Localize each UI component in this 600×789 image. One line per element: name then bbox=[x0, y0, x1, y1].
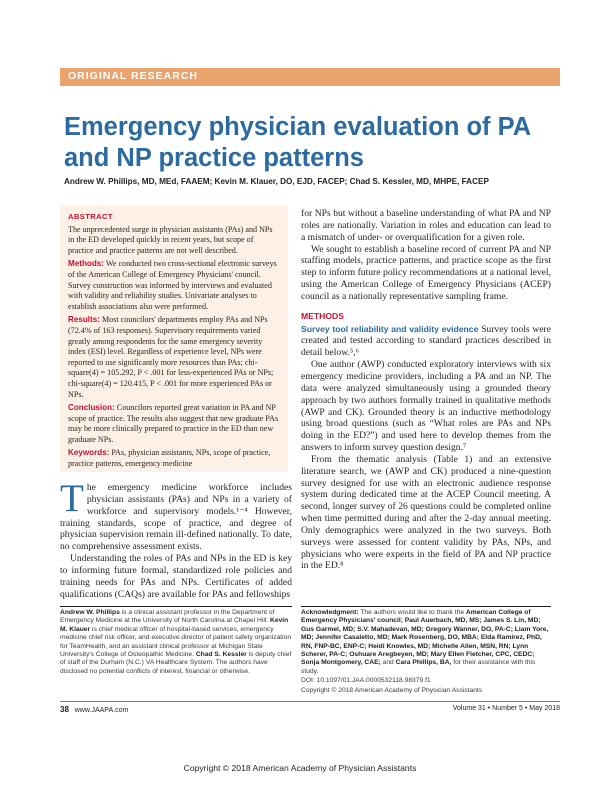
methods-heading: METHODS bbox=[301, 310, 344, 321]
body-paragraph bbox=[301, 324, 551, 360]
abstract-heading: ABSTRACT bbox=[68, 212, 113, 221]
abstract-keywords-label: Keywords: bbox=[68, 448, 110, 458]
ack-text: and bbox=[380, 659, 396, 667]
abstract-conclusion-label: Conclusion: bbox=[68, 403, 115, 413]
author-list: Andrew W. Phillips, MD, MEd, FAAEM; Kevin M. Klauer, DO, EJD, FACEP; Chad S. Kessler, MD, MHPE, FACEP bbox=[64, 177, 489, 186]
bio-text: is deputy chief of staff of the Durham (N.C.) VA Healthcare System. The authors have disclosed no potential conflicts of interest, financial or otherwise. bbox=[60, 651, 292, 675]
abstract-results-label: Results: bbox=[68, 315, 100, 325]
abstract-keywords-text: PAs, physician assistants, NPs, scope of practice, practice patterns, emergency medicine bbox=[68, 448, 271, 469]
body-column-left bbox=[60, 477, 292, 600]
bio-name: Chad S. Kessler bbox=[195, 651, 247, 659]
ack-names: American College of Emergency Physicians' council; Paul Auerbach, MD, MS; James S. Lin, MD; Gus Garmel, MD; S.V. Mahadevan, MD; Gregory Wanner, DO, PA-C; Liam Yore, MD; Jennifer Casaletto, MD; Mark Rosenberg, DO, MBA; Elda Ramirez, PhD, RN, FNP-BC, ENP-C; Heidi Knowles, MD; Michelle Allen, MSN, RN; Lynn Scherer, PA-C; Oshuare Aregbeyen, MD; Mary Ellen Fletcher, CPC, CEDC; Sonja Montgomery, CAE; bbox=[301, 609, 549, 667]
abstract-box bbox=[60, 205, 288, 472]
section-label: ORIGINAL RESEARCH bbox=[68, 70, 198, 82]
body-paragraph: We sought to establish a baseline record of current PA and NP staffing models, practice patterns, and practice scope as the first step to inform future policy recommendations at a national level, using the American College of Emergency Physicians (ACEP) council as a nationally representative sampling frame. bbox=[301, 243, 551, 302]
bio-text: is a clinical assistant professor in the Department of Emergency Medicine at the University of North Carolina at Chapel Hill. bbox=[60, 609, 275, 625]
ack-label: Acknowledgment: bbox=[301, 609, 359, 616]
journal-site: www.JAAPA.com bbox=[74, 707, 129, 714]
section-label-band bbox=[60, 68, 560, 86]
body-paragraph: From the thematic analysis (Table 1) and an extensive literature search, we (AWP and CK) produced a nine-question survey designed for use with an electronic audience response system during dedicated time at the ACEP Council meeting. A second, longer survey of 26 questions could be completed online when time permitted during and after the 2-day annual meeting. Only demographics were analyzed in the two surveys. Both surveys were assessed for content validity by PAs, NPs, and physicians who were experts in the field of PA and NP practice in the ED.⁸ bbox=[301, 453, 551, 572]
ack-copyright: Copyright © 2018 American Academy of Physician Assistants bbox=[301, 686, 483, 694]
article-title: Emergency physician evaluation of PA and NP practice patterns bbox=[64, 113, 531, 172]
divider bbox=[60, 606, 292, 607]
abstract-methods bbox=[68, 259, 280, 312]
abstract-keywords bbox=[68, 448, 280, 469]
ack-text: for their assistance with this study. bbox=[301, 659, 536, 675]
issue-info: Volume 31 • Number 5 • May 2018 bbox=[452, 705, 560, 712]
footer-rule bbox=[60, 701, 560, 702]
intro-paragraph bbox=[60, 477, 292, 553]
body-paragraph: Understanding the roles of PAs and NPs in the ED is key to informing future formal, standardized role policies and training needs for PAs and NPs. Certificates of added qualifications (CAQs) are available for PAs and fellowships bbox=[60, 553, 292, 600]
ack-names: Cara Phillips, BA, bbox=[395, 659, 452, 667]
bio-text: is chief medical officer of hospital-based services, emergency medicine chief risk officer, and executive director of patient safety organization for TeamHealth, and an assistant clinical professor at Michigan State University's College of Osteopathic Medicine. bbox=[60, 625, 292, 659]
divider bbox=[301, 606, 551, 607]
abstract-methods-label: Methods: bbox=[68, 259, 104, 269]
page-copyright: Copyright © 2018 American Academy of Physician Assistants bbox=[183, 763, 417, 773]
intro-paragraph-text: he emergency medicine workforce includes physician assistants (PAs) and NPs in a variety of workforce and supervisory models.¹⁻⁴ However, training standards, scope of practice, and degree of physician supervision remain ill-defined nationally. To date, no comprehensive assessment exists. bbox=[60, 482, 292, 553]
subsection-heading: Survey tool reliability and validity evidence bbox=[301, 323, 479, 334]
acknowledgment bbox=[301, 609, 551, 695]
page-number: 38 bbox=[60, 705, 69, 714]
body-column-right bbox=[301, 208, 551, 572]
abstract-conclusion bbox=[68, 403, 280, 445]
page-footer bbox=[60, 705, 560, 714]
author-bios bbox=[60, 609, 292, 676]
drop-cap: T bbox=[60, 477, 84, 520]
abstract-intro: The unprecedented surge in physician assistants (PAs) and NPs in the ED developed quickly in recent years, but scope of practice and practice patterns are not well described. bbox=[68, 224, 273, 255]
doi: DOI: 10.1097/01.JAA.0000532118.98379.f1 bbox=[301, 677, 431, 685]
bio-name: Kevin M. Klauer bbox=[60, 617, 289, 633]
abstract-results bbox=[68, 315, 280, 400]
body-paragraph: One author (AWP) conducted exploratory interviews with six emergency medicine providers, including a PA and an NP. The data were analyzed simultaneously using a grounded theory approach by two authors formally trained in qualitative methods (AWP and CK). Grounded theory is an inductive methodology using broad questions (such as “What roles are PAs and NPs doing in the ED?”) and used here to develop themes from the answers to inform survey question design.⁷ bbox=[301, 359, 551, 454]
abstract-conclusion-text: Councilors reported great variation in PA and NP scope of practice. The results also suggest that new graduate PAs may be more clinically prepared to practice in the ED than new graduate NPs. bbox=[68, 403, 279, 444]
bio-name: Andrew W. Phillips bbox=[60, 609, 120, 616]
abstract-results-text: Most councilors' departments employ PAs and NPs (72.4% of 163 responses). Supervisory requirements varied greatly among respondents for the same emergency severity index (ESI) level. Regardless of experience level, NPs were reported to use significantly more resources than PAs; chi-square(4) = 105.292, P < .001 for less-experienced PAs or NPs; chi-square(4) = 120.415, P < .001 for more experienced PAs or NPs. bbox=[68, 315, 274, 399]
ack-text: The authors would like to thank the bbox=[358, 609, 466, 616]
abstract-methods-text: We conducted two cross-sectional electronic surveys of the American College of Emergency Physicians' council. Survey construction was informed by interviews and evaluated with validity and reliability studies. Univariate analyses to establish associations also were performed. bbox=[68, 259, 277, 311]
body-paragraph-text: Survey tools were created and tested according to standard practices described in detail below.⁵,⁶ bbox=[301, 323, 551, 359]
body-paragraph: for NPs but without a baseline understanding of what PA and NP roles are nationally. Variation in roles and education can lead to a mismatch of under- or overqualification for a given role. bbox=[301, 208, 551, 243]
